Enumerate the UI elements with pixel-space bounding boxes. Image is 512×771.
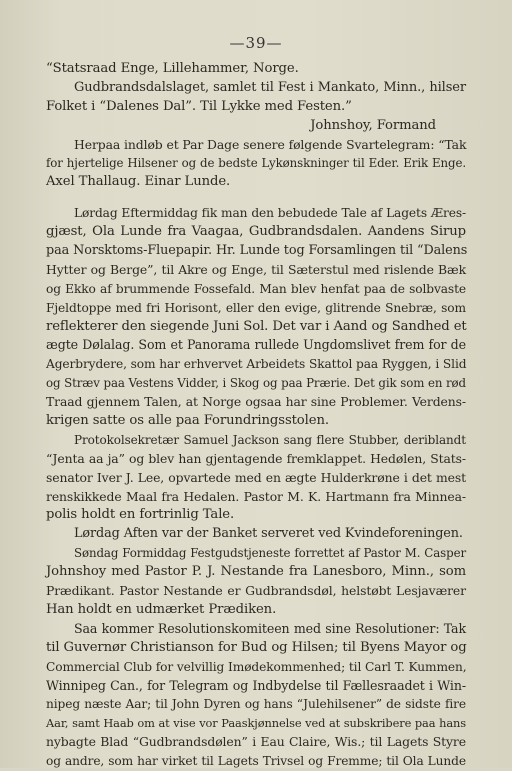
text-line: Folket i “Dalenes Dal”. Til Lykke med Festen.”	[46, 98, 352, 114]
text-line: “Statsraad Enge, Lillehammer, Norge.	[46, 61, 299, 76]
text-line: Traad gjennem Talen, at Norge ogsaa har sine Problemer. Verdens-	[46, 394, 466, 410]
text-line: nybagte Blad “Gudbrandsdølen” i Eau Claire, Wis.; til Lagets Styre	[46, 734, 466, 750]
text-line: reflekterer den siegende Juni Sol. Det var i Aand og Sandhed et	[46, 318, 467, 334]
text-line: Gudbrandsdalslaget, samlet til Fest i Mankato, Minn., hilser	[74, 79, 466, 95]
text-line: nipeg næste Aar; til John Dyren og hans “Julehilsener” de sidste fire	[46, 697, 466, 712]
paragraph	[46, 620, 466, 771]
page-number: —39—	[229, 34, 283, 52]
paragraph	[46, 525, 466, 544]
paragraph	[46, 60, 466, 79]
paragraph	[46, 136, 466, 193]
text-line: og Ekko af brummende Fossefald. Man blev henfat paa de solbvaste	[46, 281, 466, 296]
text-line: Aar, samt Haab om at vise vor Paaskjønnelse ved at subskribere paa hans	[46, 716, 466, 731]
text-line: for hjertelige Hilsener og de bedste Lykønskninger til Eder. Erik Enge.	[46, 156, 466, 171]
text-line: til Guvernør Christianson for Bud og Hilsen; til Byens Mayor og	[46, 639, 467, 655]
text-line: Johnshoy, Formand	[310, 117, 436, 133]
text-line: Lørdag Eftermiddag fik man den bebudede Tale af Lagets Æres-	[74, 206, 466, 221]
text-line: Herpaa indløb et Par Dage senere følgende Svartelegram: “Tak	[74, 136, 467, 152]
text-line: og andre, som har virket til Lagets Trivsel og Fremme; til Ola Lunde	[46, 754, 466, 769]
text-line: “Jenta aa ja” og blev han gjentagende fremklappet. Hedølen, Stats-	[46, 450, 466, 466]
text-line: Johnshoy med Pastor P. J. Nestande fra Lanesboro, Minn., som	[46, 564, 466, 580]
text-line: krigen satte os alle paa Forundringsstolen.	[46, 413, 329, 429]
text-line: Commercial Club for velvillig Imødekommenhed; til Carl T. Kummen,	[46, 659, 467, 674]
paragraph	[46, 544, 466, 620]
text-line: Winnipeg Can., for Telegram og Indbydelse til Fællesraadet i Win-	[46, 677, 466, 693]
text-line: Hytter og Berge”, til Akre og Enge, til Sæterstul med rislende Bæk	[46, 261, 466, 277]
text-line: gjæst, Ola Lunde fra Vaagaa, Gudbrandsdalen. Aandens Sirup	[46, 224, 466, 240]
body-text	[46, 60, 466, 771]
text-line: Saa kommer Resolutionskomiteen med sine Resolutioner: Tak	[74, 620, 466, 636]
text-line: Søndag Formiddag Festgudstjeneste forrettet af Pastor M. Casper	[74, 546, 466, 561]
text-line: polis holdt en fortrinlig Tale.	[46, 507, 235, 523]
text-line: renskikkede Maal fra Hedalen. Pastor M. K. Hartmann fra Minnea-	[46, 488, 466, 504]
text-line: Agerbrydere, som har erhvervet Arbeidets Skattol paa Ryggen, i Slid	[46, 357, 467, 372]
text-line: paa Norsktoms-Fluepapir. Hr. Lunde tog Forsamlingen til “Dalens	[46, 243, 468, 259]
paragraph-gap	[46, 192, 466, 204]
text-line: Prædikant. Pastor Nestande er Gudbrandsdøl, helstøbt Lesjaværer	[46, 583, 466, 599]
text-line: Lørdag Aften var der Banket serveret ved Kvindeforeningen.	[74, 526, 463, 542]
text-line: Protokolsekretær Samuel Jackson sang flere Stubber, deriblandt	[74, 432, 466, 447]
paragraph	[46, 79, 466, 136]
text-line: senator Iver J. Lee, opvartede med en ægte Hulderkrøne i det mest	[46, 469, 466, 485]
text-line: ægte Dølalag. Som et Panorama rullede Ungdomslivet frem for de	[46, 337, 466, 353]
text-line: og Stræv paa Vestens Vidder, i Skog og paa Prærie. Det gik som en rød	[46, 376, 466, 391]
paragraph	[46, 431, 466, 525]
text-line: Fjeldtoppe med fri Horisont, eller den evige, glitrende Snebræ, som	[46, 300, 466, 315]
text-line: Han holdt en udmærket Prædiken.	[46, 601, 277, 617]
text-line: Axel Thallaug. Einar Lunde.	[46, 174, 231, 190]
paragraph	[46, 204, 466, 431]
